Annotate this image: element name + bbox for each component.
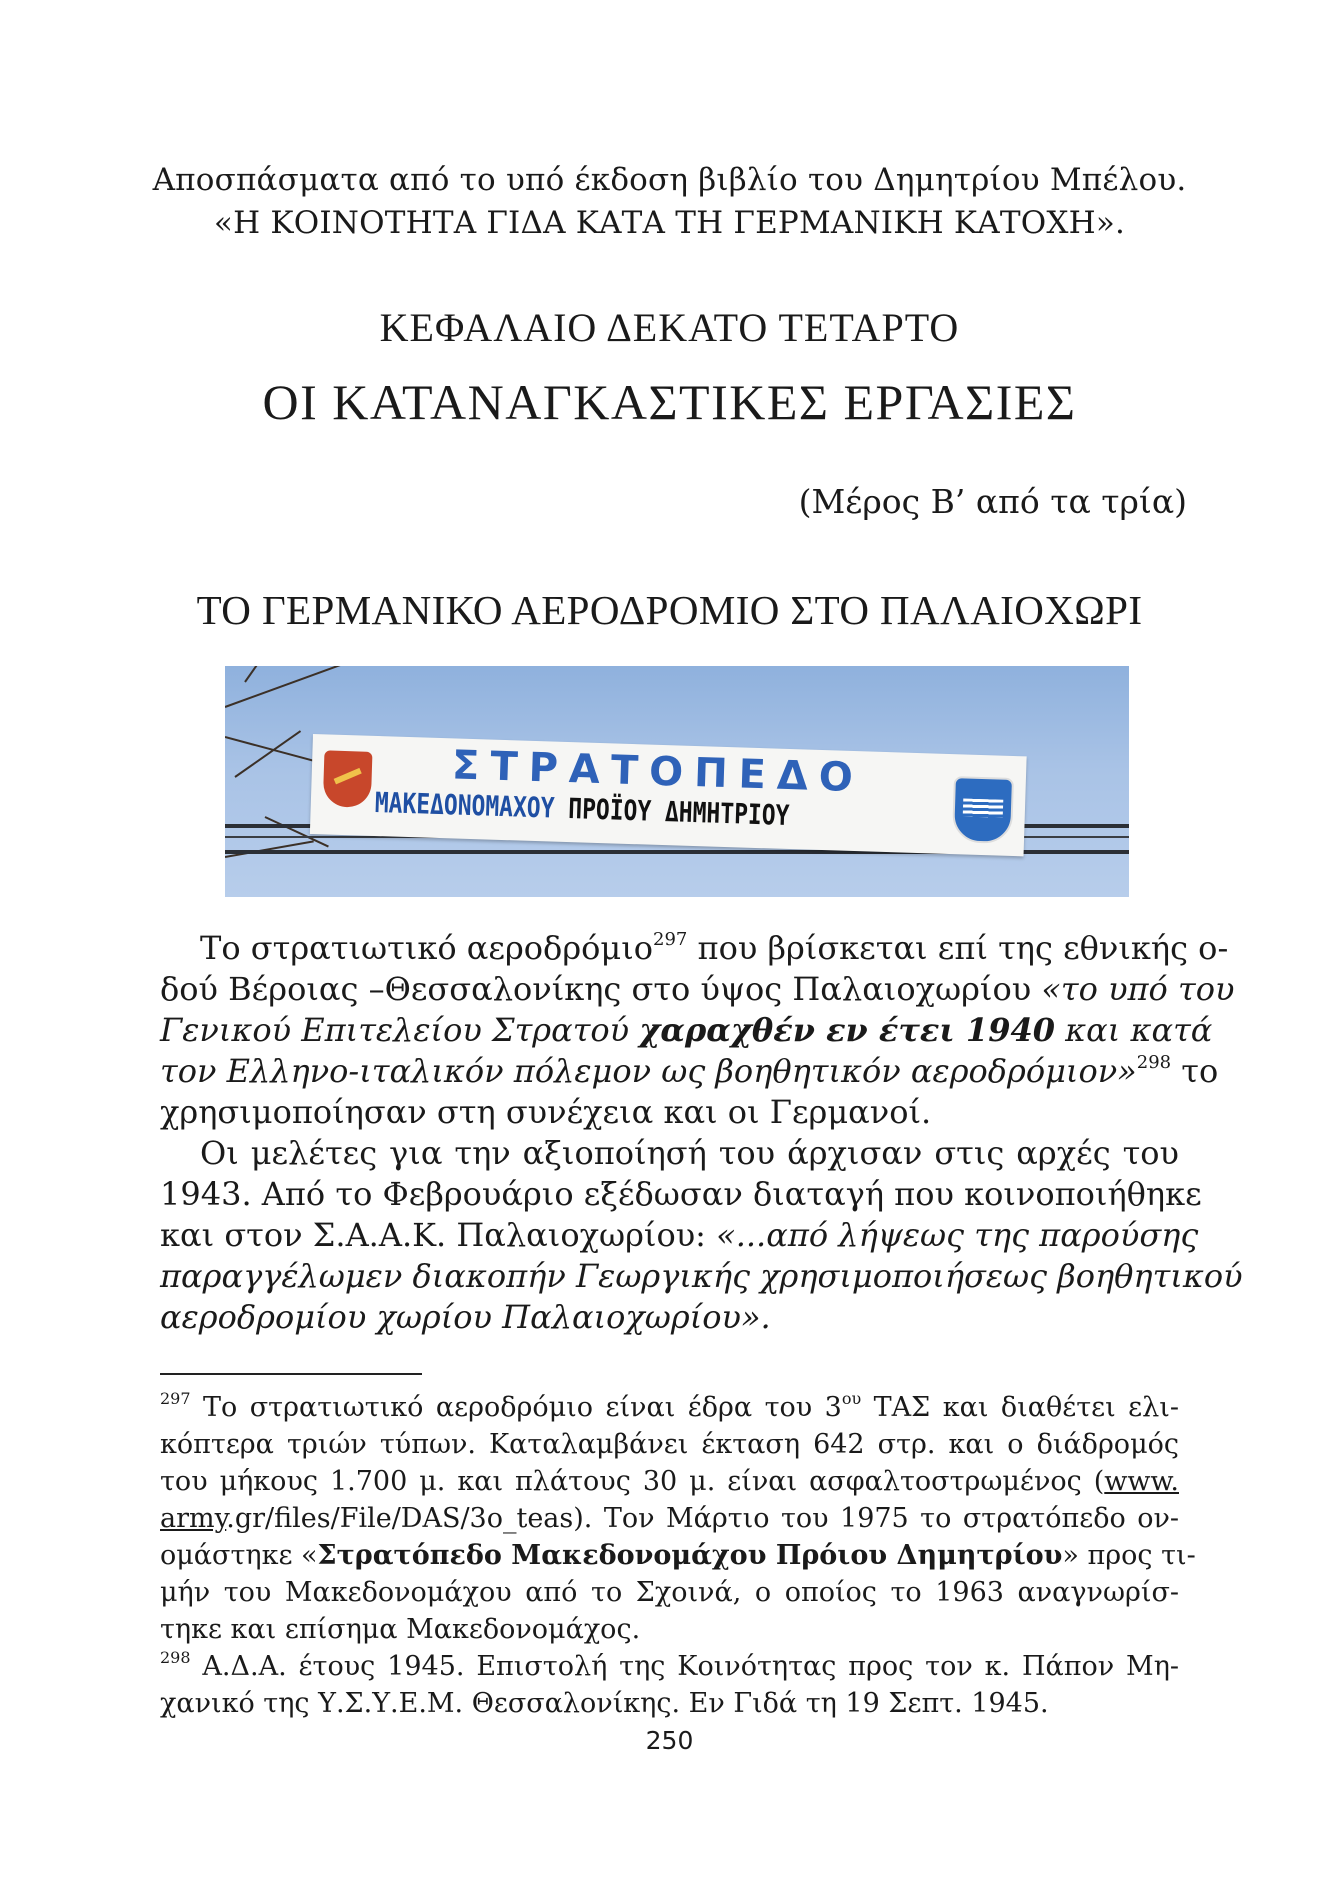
body-line: Γενικού Επιτελείου Στρατού χαραχθέν εν έτει 1940 και κατά [160, 1011, 1213, 1049]
body-line: τον Ελληνο-ιταλικόν πόλεμον ως βοηθητικόν αεροδρόμιον»$^{298}$ το [160, 1052, 1219, 1090]
excerpt-note-line-2: «Η ΚΟΙΝΟΤΗΤΑ ΓΙΔΑ ΚΑΤΑ ΤΗ ΓΕΡΜΑΝΙΚΗ ΚΑΤΟΧΗ». [213, 205, 1126, 241]
footnote-297-line: του μήκους 1.700 μ. και πλάτους 30 μ. είναι ασφαλτοστρωμένος (www. [160, 1466, 1179, 1497]
body-line: 1943. Από το Φεβρουάριο εξέδωσαν διαταγή που κοινοποιήθηκε [160, 1175, 1202, 1213]
footnote-ref-298: 298 [1136, 1052, 1172, 1073]
footnote-297-line: ομάστηκε «Στρατόπεδο Μακεδονομάχου Πρόιου Δημητρίου» προς τι- [160, 1540, 1196, 1571]
body-line: αεροδρομίου χωρίου Παλαιοχωρίου». [160, 1298, 771, 1336]
excerpt-note-line-1: Αποσπάσματα από το υπό έκδοση βιβλίο του Δημητρίου Μπέλου. [152, 162, 1187, 198]
footnote-297-line: τηκε και επίσημα Μακεδονομάχος. [160, 1614, 641, 1645]
chapter-heading: ΚΕΦΑΛΑΙΟ ΔΕΚΑΤΟ ΤΕΤΑΡΤΟ [379, 305, 960, 350]
footnote-ref-297: 297 [653, 929, 688, 950]
body-line: Οι μελέτες για την αξιοποίησή του άρχισαν στις αρχές του [200, 1134, 1179, 1172]
body-line: δού Βέροιας –Θεσσαλονίκης στο ύψος Παλαιοχωρίου «το υπό του [160, 970, 1235, 1008]
army-emblem-icon [323, 750, 373, 807]
footnote-298-line: $^{298}$ Α.Δ.Α. έτους 1945. Επιστολή της Κοινότητας προς τον κ. Πάπον Μη- [160, 1648, 1179, 1682]
camp-gate-sign [310, 734, 1027, 856]
unit-crest-icon [952, 776, 1014, 844]
footnote-297-line: $^{297}$ Το στρατιωτικό αεροδρόμιο είναι έδρα του $3^{o\upsilon}$ ΤΑΣ και διαθέτει ελι- [160, 1389, 1179, 1423]
camp-gate-photo [225, 666, 1129, 897]
footnote-divider [160, 1373, 422, 1375]
sign-line-1: ΣΤΡΑΤΟΠΕΔΟ [451, 742, 865, 802]
footnote-297-line: army.gr/files/File/DAS/3o_teas). Τον Μάρτιο του 1975 το στρατόπεδο ον- [160, 1503, 1179, 1534]
body-line: Το στρατιωτικό αεροδρόμιο$^{297}$ που βρίσκεται επί της εθνικής ο- [200, 929, 1229, 967]
footnote-298-line: χανικό της Υ.Σ.Υ.Ε.Μ. Θεσσαλονίκης. Εν Γιδά τη 19 Σεπτ. 1945. [160, 1688, 1049, 1719]
chapter-title: ΟΙ ΚΑΤΑΝΑΓΚΑΣΤΙΚΕΣ ΕΡΓΑΣΙΕΣ [262, 374, 1077, 430]
body-line: χρησιμοποίησαν στη συνέχεια και οι Γερμανοί. [160, 1093, 932, 1131]
army-website-link-cont[interactable]: army [160, 1503, 227, 1534]
page-number: 250 [645, 1726, 694, 1755]
section-title: ΤΟ ΓΕΡΜΑΝΙΚΟ ΑΕΡΟΔΡΟΜΙΟ ΣΤΟ ΠΑΛΑΙΟΧΩΡΙ [196, 587, 1143, 633]
body-line: παραγγέλωμεν διακοπήν Γεωργικής χρησιμοποιήσεως βοηθητικού [160, 1257, 1243, 1295]
body-line: και στον Σ.Α.Α.Κ. Παλαιοχωρίου: «...από λήψεως της παρούσης [160, 1216, 1199, 1254]
army-website-link[interactable]: www. [1104, 1466, 1179, 1497]
sign-line-2-part-a: ΜΑΚΕΔΟΝΟΜΑΧΟΥ [374, 785, 556, 825]
sign-line-2-part-b: ΠΡΟΪΟΥ ΔΗΜΗΤΡΙΟΥ [567, 792, 790, 832]
footnote-297-line: κόπτερα τριών τύπων. Καταλαμβάνει έκταση 642 στρ. και ο διάδρομός [160, 1429, 1179, 1460]
footnote-297-line: μήν του Μακεδονομάχου από το Σχοινά, ο οποίος το 1963 αναγνωρίσ- [160, 1577, 1179, 1608]
part-label: (Μέρος Β’ από τα τρία) [798, 482, 1187, 521]
